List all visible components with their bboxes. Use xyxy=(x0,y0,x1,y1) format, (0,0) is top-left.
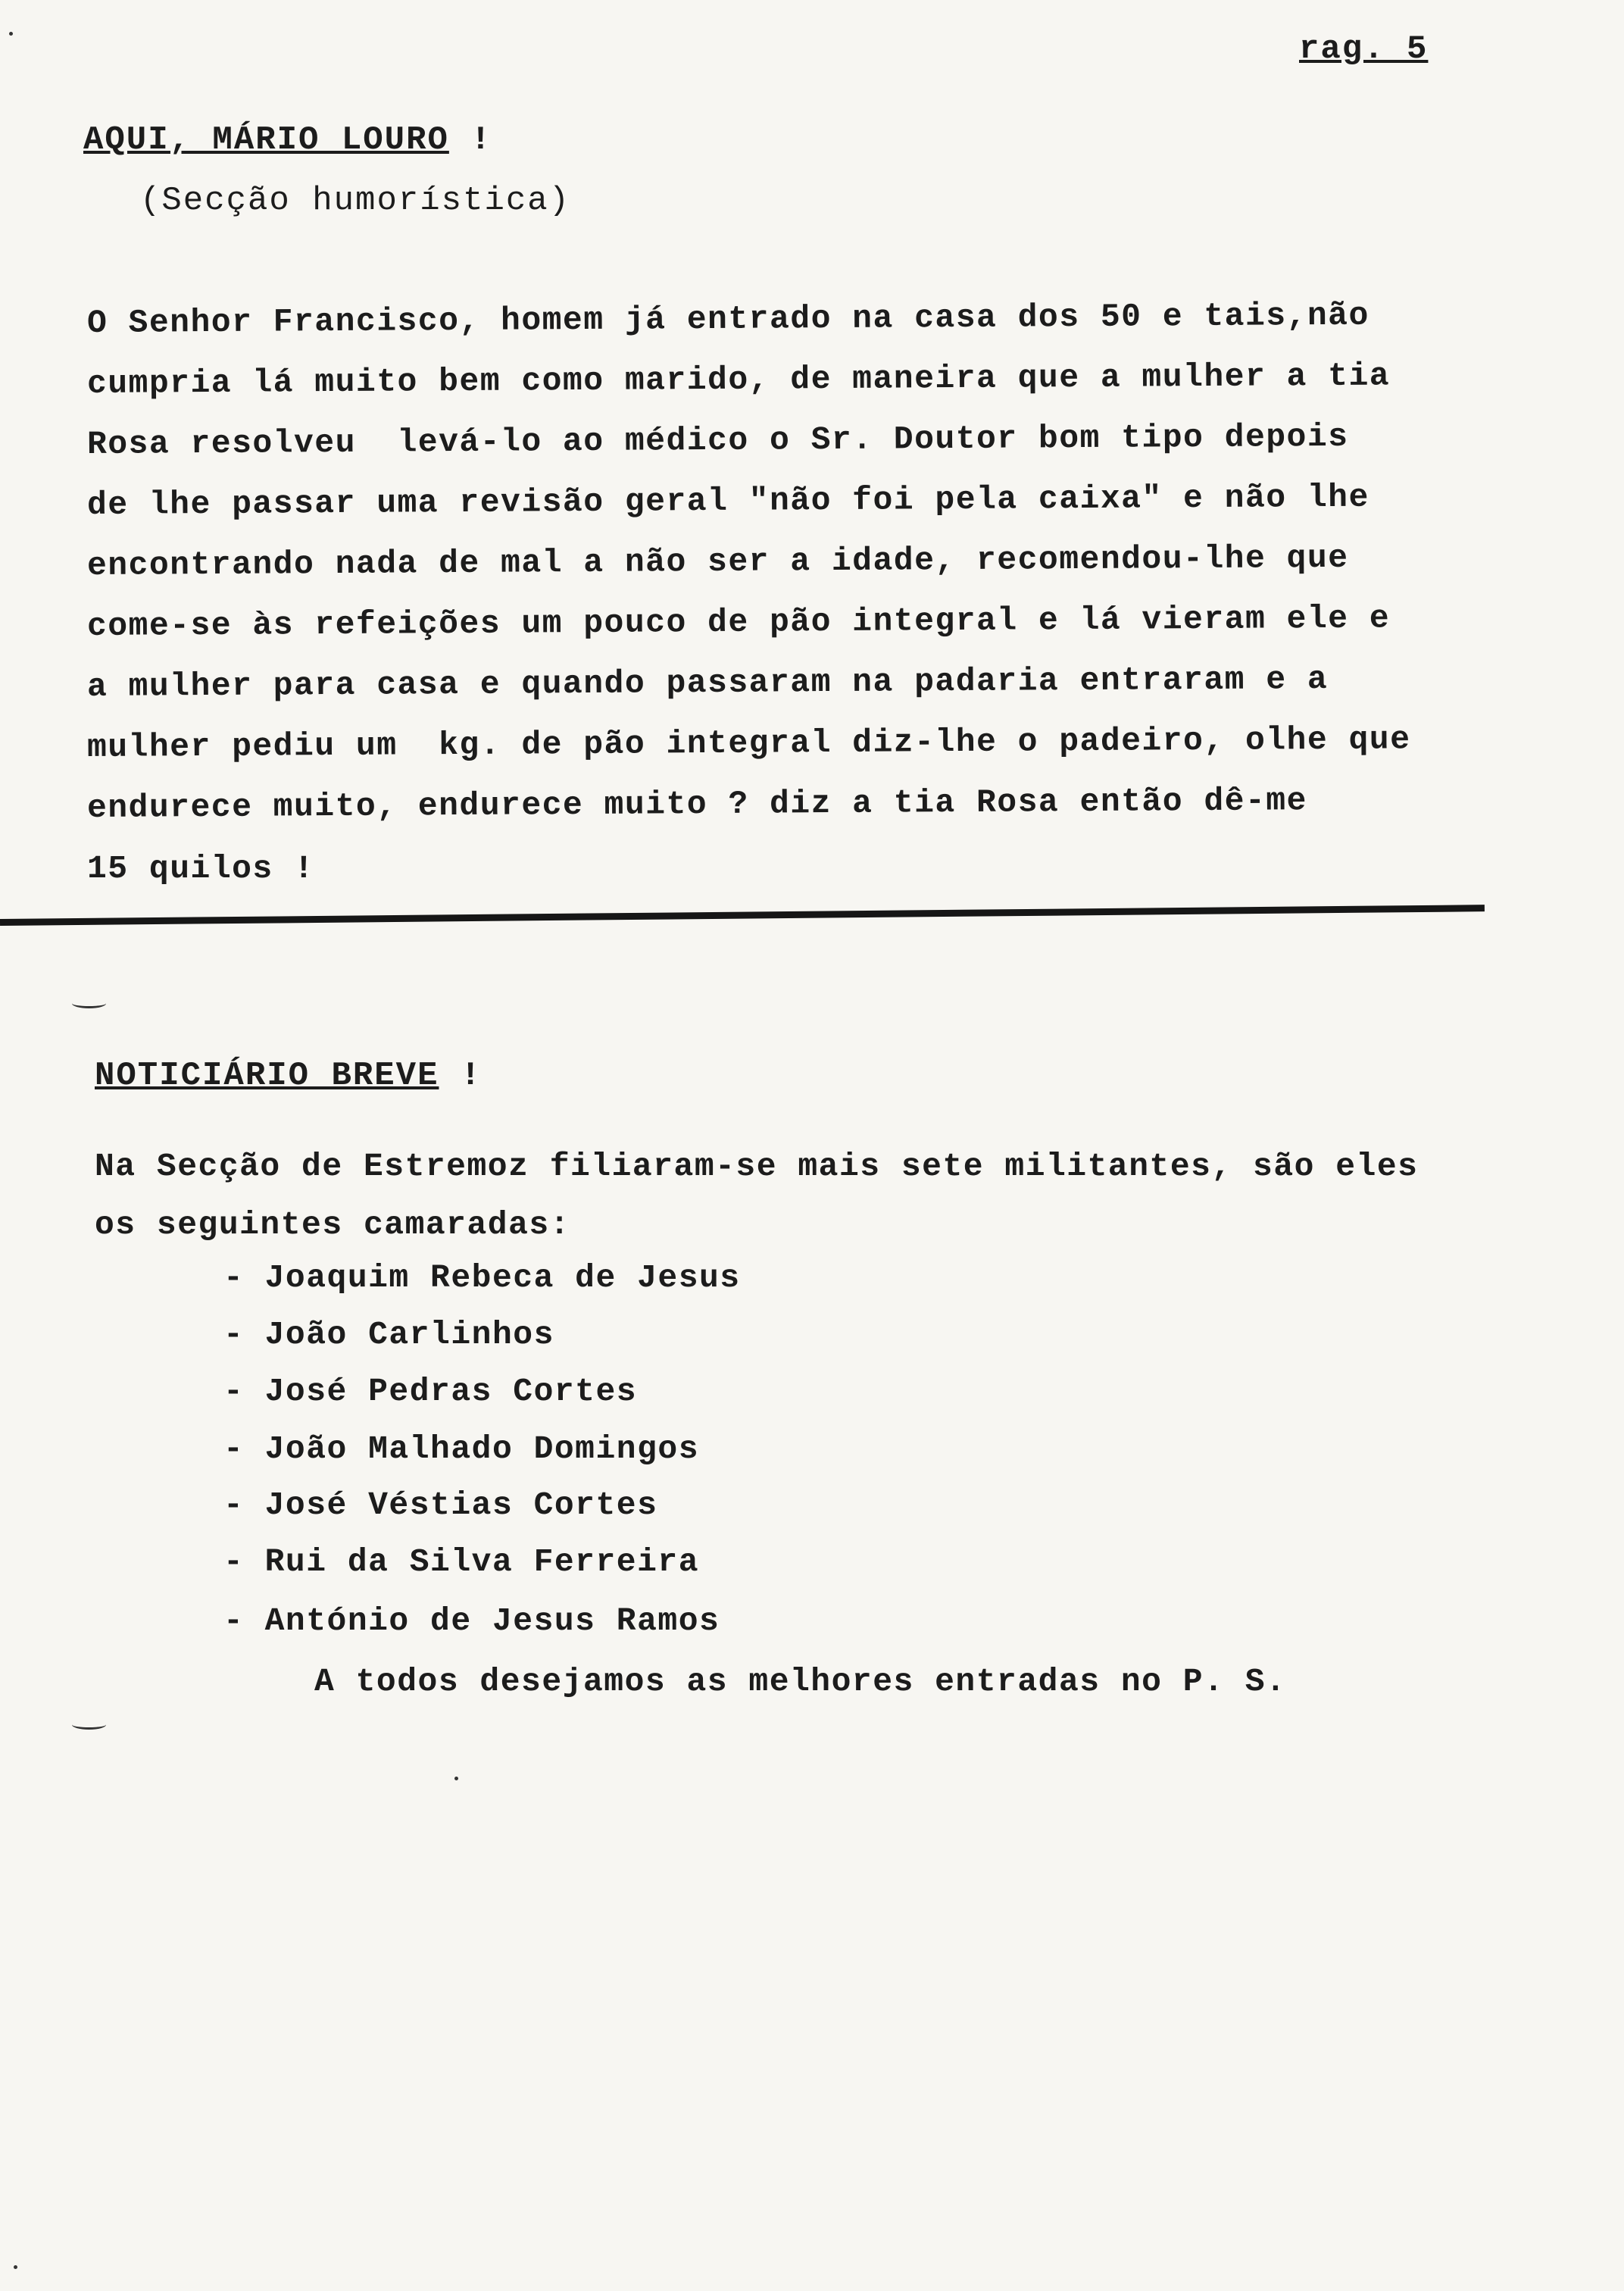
news-intro-line-1: Na Secção de Estremoz filiaram-se mais sete militantes, são eles xyxy=(95,1148,1419,1185)
punch-hole-mark xyxy=(72,999,106,1008)
humor-text-line-7: a mulher para casa e quando passaram na padaria entraram e a xyxy=(86,660,1329,705)
scan-speck xyxy=(454,1777,458,1780)
scan-speck xyxy=(9,32,13,36)
humor-text-line-10: 15 quilos ! xyxy=(87,850,315,887)
punch-hole-mark xyxy=(72,1720,106,1730)
humor-section-title-text: AQUI, MÁRIO LOURO xyxy=(83,121,449,159)
member-list-item: - João Malhado Domingos xyxy=(223,1430,699,1467)
humor-section-title xyxy=(83,121,492,159)
news-intro-line-2: os seguintes camaradas: xyxy=(95,1206,570,1243)
humor-text-line-9: endurece muito, endurece muito ? diz a tia Rosa então dê-me xyxy=(86,782,1308,827)
humor-text-line-8: mulher pediu um kg. de pão integral diz-lhe o padeiro, olhe que xyxy=(86,720,1411,766)
humor-text-line-6: come-se às refeições um pouco de pão integral e lá vieram ele e xyxy=(86,599,1391,645)
news-section-title xyxy=(95,1057,482,1095)
news-section-title-text: NOTICIÁRIO BREVE xyxy=(95,1057,439,1095)
member-list-item: - Joaquim Rebeca de Jesus xyxy=(223,1259,741,1296)
scan-speck xyxy=(14,2265,17,2269)
humor-section-subtitle: (Secção humorística) xyxy=(140,182,571,220)
page-number: rag. 5 xyxy=(1299,30,1429,68)
humor-section-title-suffix: ! xyxy=(470,121,492,159)
news-section-title-suffix: ! xyxy=(460,1057,483,1095)
member-list-item: - José Pedras Cortes xyxy=(223,1373,638,1410)
humor-text-line-5: encontrando nada de mal a não ser a idade, recomendou-lhe que xyxy=(86,539,1349,584)
humor-text-line-1: O Senhor Francisco, homem já entrado na casa dos 50 e tais,não xyxy=(86,296,1369,342)
member-list-item: - António de Jesus Ramos xyxy=(223,1602,720,1639)
humor-text-line-3: Rosa resolveu levá-lo ao médico o Sr. Doutor bom tipo depois xyxy=(86,417,1349,463)
member-list-item: - Rui da Silva Ferreira xyxy=(223,1543,699,1580)
section-divider xyxy=(0,905,1485,926)
member-list-item: - José Véstias Cortes xyxy=(223,1486,658,1524)
news-closing-line: A todos desejamos as melhores entradas no P. S. xyxy=(314,1663,1287,1700)
humor-text-line-2: cumpria lá muito bem como marido, de maneira que a mulher a tia xyxy=(86,357,1391,402)
humor-text-line-4: de lhe passar uma revisão geral "não foi pela caixa" e não lhe xyxy=(86,478,1369,524)
member-list-item: - João Carlinhos xyxy=(223,1316,554,1353)
